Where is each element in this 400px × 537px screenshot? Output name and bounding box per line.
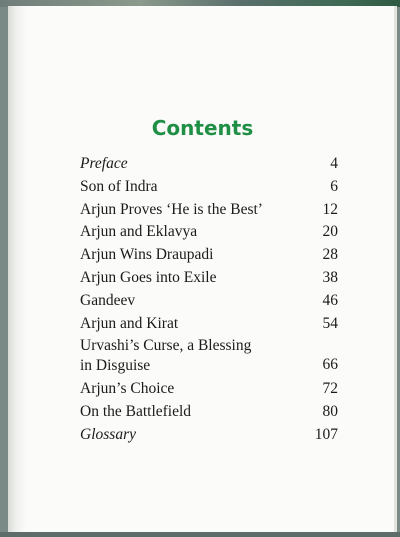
toc-entry-title: Arjun’s Choice xyxy=(80,380,175,398)
toc-entry-page: 80 xyxy=(322,403,338,421)
toc-entry-gandeev xyxy=(80,290,338,313)
toc-entry-page: 72 xyxy=(322,380,338,398)
book-edge-bottom xyxy=(0,532,400,537)
toc-entry-arjun-goes-into-exile xyxy=(80,267,338,290)
toc-entry-glossary xyxy=(80,424,338,447)
toc-entry-title: Arjun and Kirat xyxy=(80,314,179,332)
toc-entry-on-the-battlefield xyxy=(80,401,338,424)
toc-entry-arjun-and-eklavya xyxy=(80,221,338,244)
toc-entry-title: Gandeev xyxy=(80,291,136,309)
toc-entry-arjun-wins-draupadi xyxy=(80,244,338,267)
toc-entry-page: 6 xyxy=(330,177,338,195)
toc-entry-title: Arjun and Eklavya xyxy=(80,223,198,241)
toc-entry-arjun-proves xyxy=(80,199,338,222)
toc-entry-title: Arjun Goes into Exile xyxy=(80,268,217,286)
toc-entry-title: Glossary xyxy=(80,425,136,443)
toc-entry-son-of-indra xyxy=(80,176,338,199)
table-of-contents xyxy=(80,153,338,447)
toc-entry-arjuns-choice xyxy=(80,378,338,401)
toc-entry-title: On the Battlefield xyxy=(80,403,192,421)
toc-entry-page: 54 xyxy=(322,314,338,332)
page-edge xyxy=(394,6,397,534)
toc-entry-page: 107 xyxy=(314,425,338,443)
toc-entry-page: 38 xyxy=(322,268,338,286)
toc-entry-urvashis-curse xyxy=(80,336,338,376)
book-page xyxy=(8,6,397,534)
contents-heading: Contents xyxy=(151,116,254,140)
toc-entry-title: Preface xyxy=(80,155,128,172)
toc-entry-page: 46 xyxy=(322,291,338,309)
toc-entry-title: Arjun Wins Draupadi xyxy=(80,246,214,264)
toc-entry-page: 20 xyxy=(322,223,338,241)
toc-entry-title: Urvashi’s Curse, a Blessing in Disguise xyxy=(80,337,252,375)
toc-entry-page: 66 xyxy=(322,355,338,373)
spine-shadow xyxy=(8,6,26,534)
toc-entry-title: Son of Indra xyxy=(80,177,158,195)
toc-entry-page: 28 xyxy=(322,246,338,264)
toc-entry-preface xyxy=(80,153,338,176)
toc-entry-title: Arjun Proves ‘He is the Best’ xyxy=(80,200,263,218)
toc-entry-page: 4 xyxy=(330,155,338,172)
toc-entry-page: 12 xyxy=(322,200,338,218)
toc-entry-arjun-and-kirat xyxy=(80,313,338,336)
